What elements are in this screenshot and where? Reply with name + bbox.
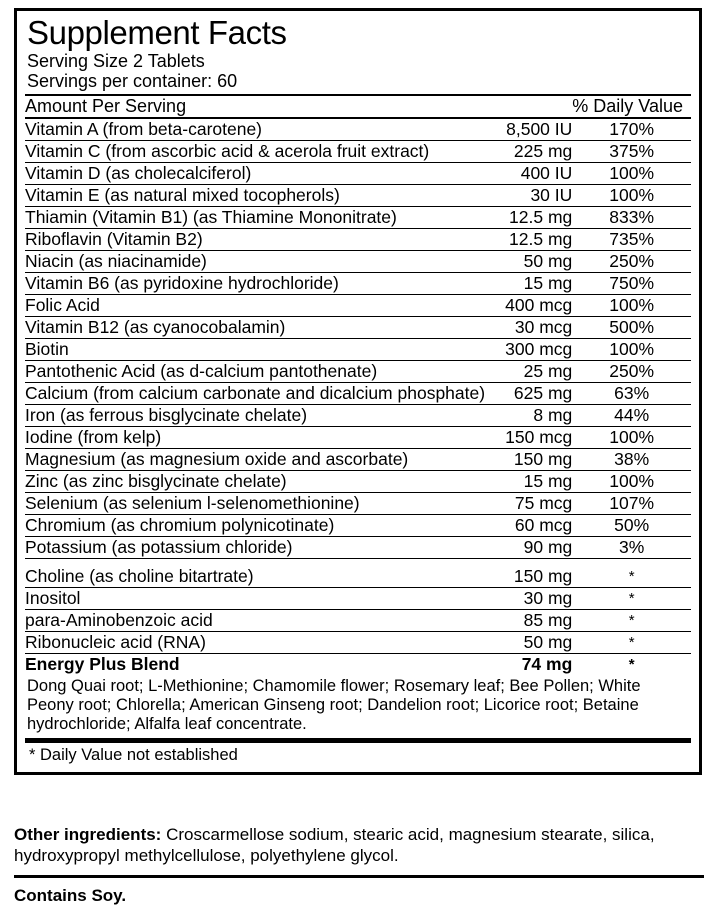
nutrient-dv: * xyxy=(572,566,691,588)
table-row xyxy=(25,361,691,383)
other-ingredients-text: Croscarmellose sodium, stearic acid, magnesium stearate, silica, hydroxypropyl methylcellulose, polyethylene glycol. xyxy=(14,825,655,865)
nutrient-dv: * xyxy=(572,587,691,609)
table-row xyxy=(25,339,691,361)
nutrient-amount: 150 mg xyxy=(485,449,572,471)
nutrient-dv: 100% xyxy=(572,427,691,449)
nutrient-dv: 250% xyxy=(572,251,691,273)
other-ingredients xyxy=(14,824,704,866)
nutrient-amount: 30 mcg xyxy=(485,317,572,339)
nutrition-table xyxy=(25,96,691,675)
table-row xyxy=(25,537,691,559)
serving-size: Serving Size 2 Tablets xyxy=(27,51,205,71)
nutrient-amount: 90 mg xyxy=(485,537,572,559)
nutrient-name: Chromium (as chromium polynicotinate) xyxy=(25,515,485,537)
nutrient-name: Inositol xyxy=(25,587,485,609)
blend-name: Energy Plus Blend xyxy=(25,653,180,674)
table-row xyxy=(25,405,691,427)
nutrient-amount: 150 mcg xyxy=(485,427,572,449)
nutrient-name: Vitamin B6 (as pyridoxine hydrochloride) xyxy=(25,273,485,295)
table-row xyxy=(25,163,691,185)
nutrient-name: Iodine (from kelp) xyxy=(25,427,485,449)
nutrient-dv: 100% xyxy=(572,339,691,361)
nutrient-amount: 12.5 mg xyxy=(485,207,572,229)
nutrient-name: Selenium (as selenium l-selenomethionine) xyxy=(25,493,485,515)
nutrient-amount: 50 mg xyxy=(485,251,572,273)
table-row xyxy=(25,118,691,141)
nutrient-dv: 100% xyxy=(572,163,691,185)
nutrient-dv: 44% xyxy=(572,405,691,427)
nutrient-name: Potassium (as potassium chloride) xyxy=(25,537,485,559)
table-row xyxy=(25,273,691,295)
table-row xyxy=(25,317,691,339)
table-row xyxy=(25,515,691,537)
nutrient-amount: 625 mg xyxy=(485,383,572,405)
nutrient-amount: 12.5 mg xyxy=(485,229,572,251)
nutrient-amount: 8,500 IU xyxy=(485,118,572,141)
nutrient-name: Vitamin D (as cholecalciferol) xyxy=(25,163,485,185)
nutrient-dv: 100% xyxy=(572,295,691,317)
nutrient-amount: 85 mg xyxy=(485,609,572,631)
table-row xyxy=(25,631,691,653)
table-row xyxy=(25,295,691,317)
table-row xyxy=(25,427,691,449)
nutrient-amount: 75 mcg xyxy=(485,493,572,515)
nutrient-name: Zinc (as zinc bisglycinate chelate) xyxy=(25,471,485,493)
blend-amount: 74 mg xyxy=(521,653,573,674)
nutrient-name: Vitamin A (from beta-carotene) xyxy=(25,118,485,141)
nutrient-amount: 225 mg xyxy=(485,141,572,163)
nutrient-name: para-Aminobenzoic acid xyxy=(25,609,485,631)
table-row xyxy=(25,449,691,471)
nutrient-name: Thiamin (Vitamin B1) (as Thiamine Mononitrate) xyxy=(25,207,485,229)
nutrient-amount: 15 mg xyxy=(485,273,572,295)
table-row xyxy=(25,141,691,163)
blend-dv: * xyxy=(628,655,635,673)
blend-description: Dong Quai root; L-Methionine; Chamomile flower; Rosemary leaf; Bee Pollen; White Peony root; Chlorella; American Ginseng root; Dandelion root; Licorice root; Betaine hydrochloride; Alfalfa leaf concentrate. xyxy=(27,676,641,733)
table-row xyxy=(25,229,691,251)
blend-row xyxy=(25,653,691,675)
nutrient-amount: 25 mg xyxy=(485,361,572,383)
nutrient-name: Pantothenic Acid (as d-calcium pantothenate) xyxy=(25,361,485,383)
nutrient-dv: 100% xyxy=(572,185,691,207)
nutrient-amount: 400 IU xyxy=(485,163,572,185)
nutrient-name: Ribonucleic acid (RNA) xyxy=(25,631,485,653)
page-title: Supplement Facts xyxy=(27,14,287,51)
nutrient-name: Calcium (from calcium carbonate and dicalcium phosphate) xyxy=(25,383,486,403)
table-row xyxy=(25,493,691,515)
nutrient-dv: 3% xyxy=(572,537,691,559)
nutrient-name: Iron (as ferrous bisglycinate chelate) xyxy=(25,405,485,427)
nutrient-name: Niacin (as niacinamide) xyxy=(25,251,485,273)
nutrient-name: Vitamin B12 (as cyanocobalamin) xyxy=(25,317,485,339)
table-gap xyxy=(25,559,691,566)
column-header-dv: % Daily Value xyxy=(572,96,691,118)
table-row xyxy=(25,471,691,493)
nutrient-dv: 50% xyxy=(572,515,691,537)
nutrient-dv: 100% xyxy=(572,471,691,493)
divider-contains xyxy=(14,875,704,878)
nutrient-name: Folic Acid xyxy=(25,295,485,317)
nutrient-name: Choline (as choline bitartrate) xyxy=(25,566,485,588)
nutrient-amount: 50 mg xyxy=(485,631,572,653)
supplement-facts-panel xyxy=(14,8,702,775)
nutrient-name: Biotin xyxy=(25,339,485,361)
nutrient-amount: 300 mcg xyxy=(485,339,572,361)
nutrient-amount: 150 mg xyxy=(485,566,572,588)
nutrient-name: Vitamin C (from ascorbic acid & acerola fruit extract) xyxy=(25,141,485,163)
nutrient-dv: 735% xyxy=(572,229,691,251)
nutrient-dv: 38% xyxy=(572,449,691,471)
table-row xyxy=(25,566,691,588)
nutrient-dv: 170% xyxy=(572,118,691,141)
nutrient-amount: 60 mcg xyxy=(485,515,572,537)
footnote-daily-value: * Daily Value not established xyxy=(29,745,238,764)
nutrient-amount: 30 IU xyxy=(485,185,572,207)
nutrient-dv: 500% xyxy=(572,317,691,339)
nutrient-name: Riboflavin (Vitamin B2) xyxy=(25,229,485,251)
nutrient-dv: * xyxy=(572,631,691,653)
contains-allergen: Contains Soy. xyxy=(14,886,127,905)
servings-per-container: Servings per container: 60 xyxy=(27,71,238,91)
nutrient-name: Vitamin E (as natural mixed tocopherols) xyxy=(25,185,485,207)
column-header-spacer xyxy=(485,96,572,118)
nutrient-amount: 8 mg xyxy=(485,405,572,427)
nutrient-dv: * xyxy=(572,609,691,631)
table-row xyxy=(25,207,691,229)
nutrient-dv: 250% xyxy=(572,361,691,383)
table-header-row xyxy=(25,96,691,118)
table-row xyxy=(25,251,691,273)
nutrient-name: Magnesium (as magnesium oxide and ascorbate) xyxy=(25,449,485,471)
nutrient-amount: 30 mg xyxy=(485,587,572,609)
other-ingredients-label: Other ingredients: xyxy=(14,825,162,844)
nutrient-dv: 750% xyxy=(572,273,691,295)
nutrient-dv: 375% xyxy=(572,141,691,163)
nutrient-dv: 833% xyxy=(572,207,691,229)
nutrient-amount: 15 mg xyxy=(485,471,572,493)
table-row xyxy=(25,609,691,631)
nutrient-amount: 400 mcg xyxy=(485,295,572,317)
table-row xyxy=(25,587,691,609)
nutrient-dv: 63% xyxy=(572,383,691,405)
nutrient-dv: 107% xyxy=(572,493,691,515)
below-panel-text xyxy=(14,824,704,906)
table-row xyxy=(25,383,691,405)
table-row xyxy=(25,185,691,207)
column-header-amount: Amount Per Serving xyxy=(25,96,485,118)
